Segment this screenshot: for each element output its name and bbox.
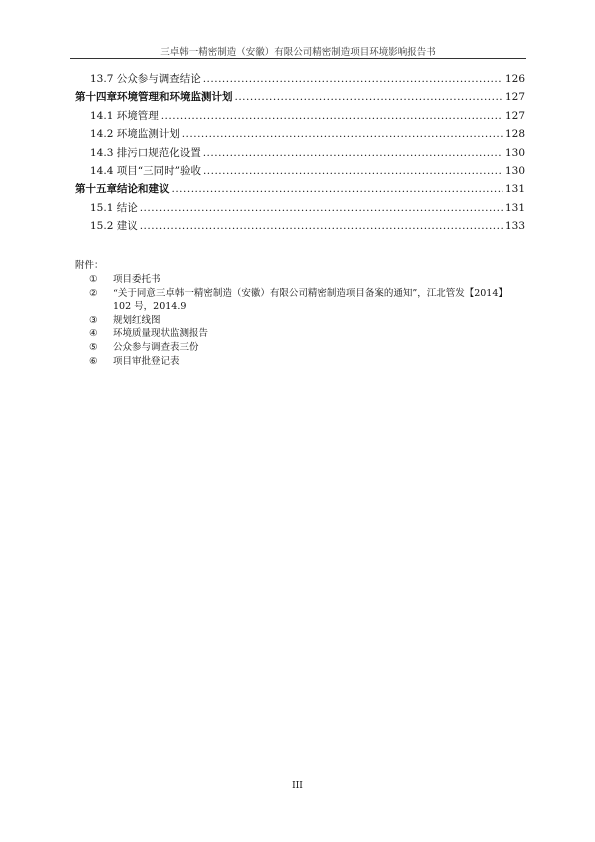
toc-entry-title: 14.1 环境管理	[90, 109, 159, 122]
toc-leader-dots	[182, 125, 503, 143]
toc-entry-page: 128	[504, 128, 525, 141]
toc-entry-title: 15.1 结论	[90, 201, 138, 214]
toc-leader-dots	[161, 107, 503, 125]
toc-entry[interactable]	[75, 70, 525, 88]
attachment-text-line: 规划红线图	[113, 314, 161, 326]
attachment-item	[89, 273, 530, 287]
toc-entry-page: 131	[504, 201, 525, 214]
toc-entry-title: 13.7 公众参与调查结论	[90, 73, 201, 85]
toc-leader-dots	[203, 144, 503, 162]
attachment-number: ④	[89, 328, 98, 340]
attachment-item	[89, 327, 530, 341]
attachment-item	[89, 314, 530, 328]
attachments-title: 附件：	[75, 260, 104, 271]
attachment-text	[113, 341, 530, 355]
toc-entry-page: 131	[504, 183, 525, 196]
toc-leader-dots	[203, 70, 503, 88]
toc-entry-page: 130	[504, 164, 525, 177]
attachment-number: ③	[89, 314, 98, 326]
toc-leader-dots	[235, 88, 503, 106]
attachment-number: ①	[89, 274, 98, 285]
header-rule	[70, 58, 526, 59]
toc-leader-dots	[140, 217, 503, 235]
toc-leader-dots	[172, 180, 503, 198]
attachment-text-line: 公众参与调查表三份	[113, 341, 199, 353]
attachment-number: ⑥	[89, 355, 98, 367]
toc-entry-page: 133	[504, 220, 525, 233]
attachment-item	[89, 287, 530, 314]
toc-entry-title: 第十四章环境管理和环境监测计划	[75, 91, 233, 104]
toc-entry[interactable]	[75, 180, 525, 198]
toc-entry[interactable]	[75, 144, 525, 162]
attachment-item	[89, 341, 530, 355]
page-number: III	[292, 781, 303, 791]
attachment-text-line: “关于同意三卓韩一精密制造（安徽）有限公司精密制造项目备案的通知”，江北管发【2014】	[113, 287, 508, 299]
toc-entry-title: 14.3 排污口规范化设置	[90, 146, 201, 159]
attachment-text	[113, 287, 530, 314]
attachments-section	[75, 258, 530, 368]
attachment-text	[113, 355, 530, 369]
toc-entry[interactable]	[75, 199, 525, 217]
toc-entry-page: 130	[504, 146, 525, 159]
toc-entry[interactable]	[75, 162, 525, 180]
toc-entry[interactable]	[75, 88, 525, 106]
toc-entry[interactable]	[75, 217, 525, 235]
attachment-text-line: 环境质量现状监测报告	[113, 328, 209, 340]
toc-entry-page: 127	[504, 109, 525, 122]
attachment-text-line: 项目审批登记表	[113, 355, 180, 367]
toc-entry-page: 127	[504, 91, 525, 104]
attachment-text	[113, 327, 530, 341]
attachment-text-line: 项目委托书	[113, 274, 161, 285]
toc-entry-title: 第十五章结论和建议	[75, 183, 170, 196]
attachment-text-line: 102 号，2014.9	[113, 301, 187, 313]
toc-entry[interactable]	[75, 125, 525, 143]
toc-leader-dots	[140, 199, 503, 217]
attachment-item	[89, 355, 530, 369]
attachments-list	[75, 273, 530, 368]
table-of-contents	[75, 70, 525, 236]
toc-entry-title: 14.2 环境监测计划	[90, 128, 180, 141]
page-header: 三卓韩一精密制造（安徽）有限公司精密制造项目环境影响报告书	[160, 47, 436, 58]
toc-entry-page: 126	[504, 73, 525, 85]
toc-entry[interactable]	[75, 107, 525, 125]
attachment-number: ②	[89, 287, 98, 299]
attachment-text	[113, 273, 530, 287]
attachment-number: ⑤	[89, 341, 98, 353]
attachment-text	[113, 314, 530, 328]
toc-leader-dots	[203, 162, 503, 180]
toc-entry-title: 14.4 项目“三同时”验收	[90, 164, 201, 177]
toc-entry-title: 15.2 建议	[90, 220, 138, 233]
